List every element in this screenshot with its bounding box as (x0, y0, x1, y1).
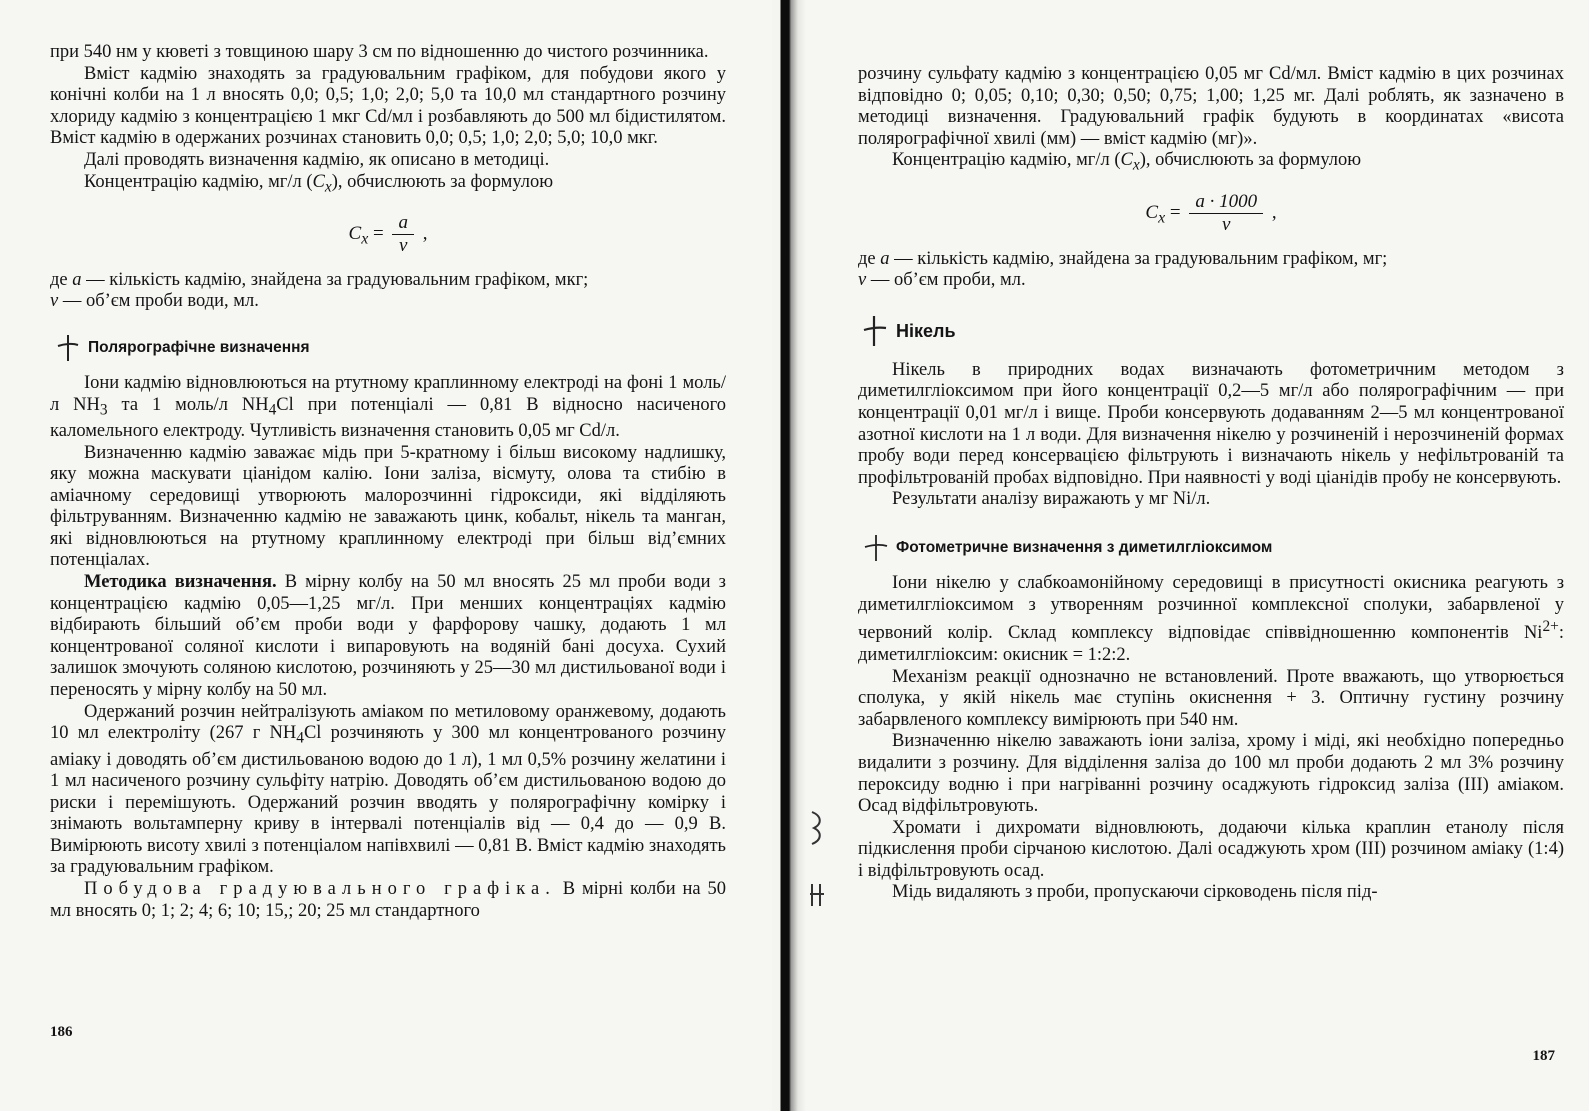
text: ), обчислюють за формулою (331, 171, 554, 192)
fraction (392, 212, 414, 257)
margin-scribble-icon (806, 808, 830, 848)
text: Іони кадмію відновлюються на ртутному краплинному електроді на фоні 1 моль/л NH (50, 373, 726, 415)
text: В мірні колби на 50 мл вносять 0; 1; 2; 4; 6; 10; 15,; 20; 25 мл стандартного (50, 879, 726, 921)
subscript: x (1132, 157, 1140, 175)
formula-tail: , (417, 222, 428, 244)
paragraph: Вміст кадмію знаходять за градуювальним графіком, для побудови якого у конічні колби на 1 л вносять 0,0; 0,5; 1,0; 2,0; 5,0 та 10,0 мл стандартного розчину хлориду кадмію з концентрацією 1 мкг Cd/мл і розбавляють до 500 мл бідистилятом. Вміст кадмію в одержаних розчинах становить 0,0; 0,5; 1,0; 2,0; 5,0; 10,0 мкг. (50, 63, 726, 149)
subscript: 3 (99, 401, 108, 419)
numerator: a · 1000 (1189, 191, 1263, 214)
book-spine (772, 0, 806, 1111)
superscript: 2+ (1542, 618, 1559, 636)
right-page (806, 0, 1589, 1111)
right-column (858, 64, 1564, 904)
text: — об’єм проби води, мл. (58, 291, 259, 312)
variable: v (858, 270, 867, 291)
paragraph: розчину сульфату кадмію з концентрацією 0,05 мг Cd/мл. Вміст кадмію в цих розчинах відповідно 0; 0,05; 0,10; 0,30; 0,50; 0,75; 1,00; 1,25 мг. Далі роблять, як зазначено в методиці визначення. Градуювальний графік будують в координатах «висота полярографічної хвилі (мм) — вміст кадмію (мг)». (858, 64, 1564, 149)
heading-text: Полярографічне визначення (88, 339, 310, 357)
text: Cl при потенціалі — 0,81 В відносно насиченого каломельного електроду. Чутливість визначення становить 0,05 мг Cd/л. (50, 394, 727, 441)
text: В мірну колбу на 50 мл вносять 25 мл проби води з концентрацією кадмію 0,05—1,25 мг/л. При менших концентраціях кадмію відбирають більший об’єм проби води у фарфорову чашку, додають 1 мл концентрованої соляної кислоти і випаровують на водяній бані досуха. Сухий залишок змочують соляною кислотою, розчиняють у 25—30 мл дистильованої води і переносять у мірну колбу на 50 мл. (50, 572, 726, 701)
text: Одержаний розчин нейтралізують аміаком по метиловому оранжевому, додають 10 мл електроліту (267 г NH (50, 701, 726, 744)
text: : диметилгліоксим: окисник = 1:2:2. (858, 623, 1564, 665)
variable: C (312, 171, 325, 192)
variable: a (72, 269, 82, 290)
bold-lead: Методика визначення. (84, 572, 277, 593)
numerator: a (392, 212, 414, 235)
pen-mark-icon (862, 314, 890, 348)
page-number: 186 (50, 1024, 73, 1040)
fraction (1189, 191, 1263, 236)
formula-equals: = (368, 222, 389, 244)
text: — кількість кадмію, знайдена за градуювальним графіком, мкг; (81, 269, 589, 290)
left-page (0, 0, 772, 1111)
formula-lhs: C (348, 222, 362, 244)
section-heading (858, 320, 1564, 342)
subscript: x (324, 178, 332, 196)
formula-equals: = (1165, 201, 1186, 223)
paragraph: Визначенню нікелю заважають іони заліза, хрому і міді, які необхідно попередньо видалити з розчину. Для відділення заліза до 100 мл проби додають 2 мл 3% розчину пероксиду водню і при нагріванні розчину осаджують гідроксид заліза (III) аміаком. Осад відфільтровують. (858, 731, 1564, 817)
paragraph: Нікель в природних водах визначають фотометричним методом з диметилгліоксимом при його концентрації 0,2—5 мг/л або полярографічним — при концентрації 0,01 мг/л і вище. Проби консервують додаванням 2—5 мл концентрованої азотної кислоти на 1 л води. Для визначення нікелю у розчиненій і нерозчиненій формах пробу води перед консервацією фільтрують і визначають нікель у нефільтрованій та профільтрованій пробах відповідно. При наявності у воді ціанідів пробу не консервують. (858, 359, 1564, 488)
formula-lhs-subscript: x (361, 230, 369, 248)
variable: a (880, 248, 890, 269)
formula (50, 212, 726, 254)
paragraph (50, 702, 726, 879)
heading-text: Фотометричне визначення з диметилгліоксимом (896, 539, 1273, 556)
formula (858, 191, 1564, 233)
text: — об’єм проби, мл. (866, 270, 1026, 291)
paragraph (50, 879, 726, 922)
denominator: v (399, 234, 408, 256)
paragraph: Далі проводять визначення кадмію, як описано в методиці. (84, 149, 550, 170)
paragraph (50, 373, 726, 442)
left-column (50, 42, 726, 922)
formula-lhs-subscript: x (1158, 209, 1166, 227)
variable: C (1120, 150, 1133, 171)
definition (858, 270, 1564, 292)
paragraph: Результати аналізу виражають у мг Ni/л. (892, 489, 1211, 510)
paragraph (50, 572, 726, 702)
definition: де a — кількість кадмію, знайдена за градуювальним графіком, мкг; (50, 269, 589, 290)
paragraph (858, 573, 1564, 667)
text: Концентрацію кадмію, мг/л ( (892, 150, 1121, 171)
paragraph: Хромати і дихромати відновлюють, додаючи кілька краплин етанолу після підкислення проби сірчаною кислотою. Далі осаджують хром (III) розчином аміаку (1:4) і відфільтровують осад. (858, 817, 1564, 881)
denominator: v (1222, 213, 1231, 235)
paragraph: при 540 нм у кюветі з товщиною шару 3 см по відношенню до чистого розчинника. (50, 42, 709, 62)
margin-scribble-icon (806, 880, 830, 910)
text: та 1 моль/л NH (107, 394, 269, 415)
definition (50, 291, 726, 313)
subscript: 4 (296, 729, 304, 747)
paragraph: Механізм реакції однозначно не встановлений. Проте вважають, що утворюється сполука, у якій нікель має ступінь окиснення + 3. Оптичну густину розчину забарвленого комплексу вимірюють при 540 нм. (858, 666, 1564, 730)
pen-mark-icon (54, 333, 82, 363)
paragraph: Мідь видаляють з проби, пропускаючи сірководень після під- (892, 882, 1378, 903)
variable: v (50, 291, 59, 312)
subscript: 4 (268, 401, 277, 419)
definition: де a — кількість кадмію, знайдена за градуювальним графіком, мг; (858, 248, 1388, 269)
formula-lhs: C (1145, 201, 1159, 223)
paragraph (50, 172, 726, 198)
text: ), обчислюють за формулою (1139, 150, 1362, 171)
section-heading (50, 337, 726, 359)
pen-mark-icon (862, 533, 890, 563)
text: Концентрацію кадмію, мг/л ( (84, 171, 313, 192)
text: — кількість кадмію, знайдена за градуювальним графіком, мг; (889, 248, 1388, 269)
page-number: 187 (1532, 1048, 1555, 1064)
heading-text: Нікель (896, 320, 956, 341)
text: Іони нікелю у слабкоамонійному середовищі в присутності окисника реагують з диметилгліоксимом з утворенням розчинної комплексної сполуки, забарвленої у червоний колір. Склад комплексу відповідає співвідношенню компонентів Ni (858, 573, 1564, 644)
paragraph (858, 150, 1564, 176)
text: Cl розчиняють у 300 мл концентрованого розчину аміаку і доводять об’єм дистильованою водою до 1 л), 1 мл 0,5% розчину желатини і 1 мл насиченого розчину сульфіту натрію. Доводять об’єм дистильованою водою до риски і перемішують. Одержаний розчин вводять у полярографічну комірку і знімають вольтамперну криву в інтервалі потенціалів від — 0,4 до — 0,9 В. Вимірюють висоту хвилі з потенціалом напівхвилі — 0,81 В. Вміст кадмію знаходять за градуювальним графіком. (50, 723, 726, 878)
spaced-lead: Побудова градуювального графіка. (84, 879, 556, 900)
formula-tail: , (1267, 201, 1277, 223)
section-heading (858, 537, 1564, 559)
paragraph: Визначенню кадмію заважає мідь при 5-кратному і більш високому надлишку, яку можна маскувати ціанідом калію. Іони заліза, вісмуту, олова та стибію в аміачному середовищі утворюють малорозчинні гідроксиди, які відділяють фільтруванням. Визначенню кадмію не заважають цинк, кобальт, нікель та манган, які відновлюються на ртутному краплинному електроді при більш від’ємних потенціалах. (50, 442, 726, 571)
